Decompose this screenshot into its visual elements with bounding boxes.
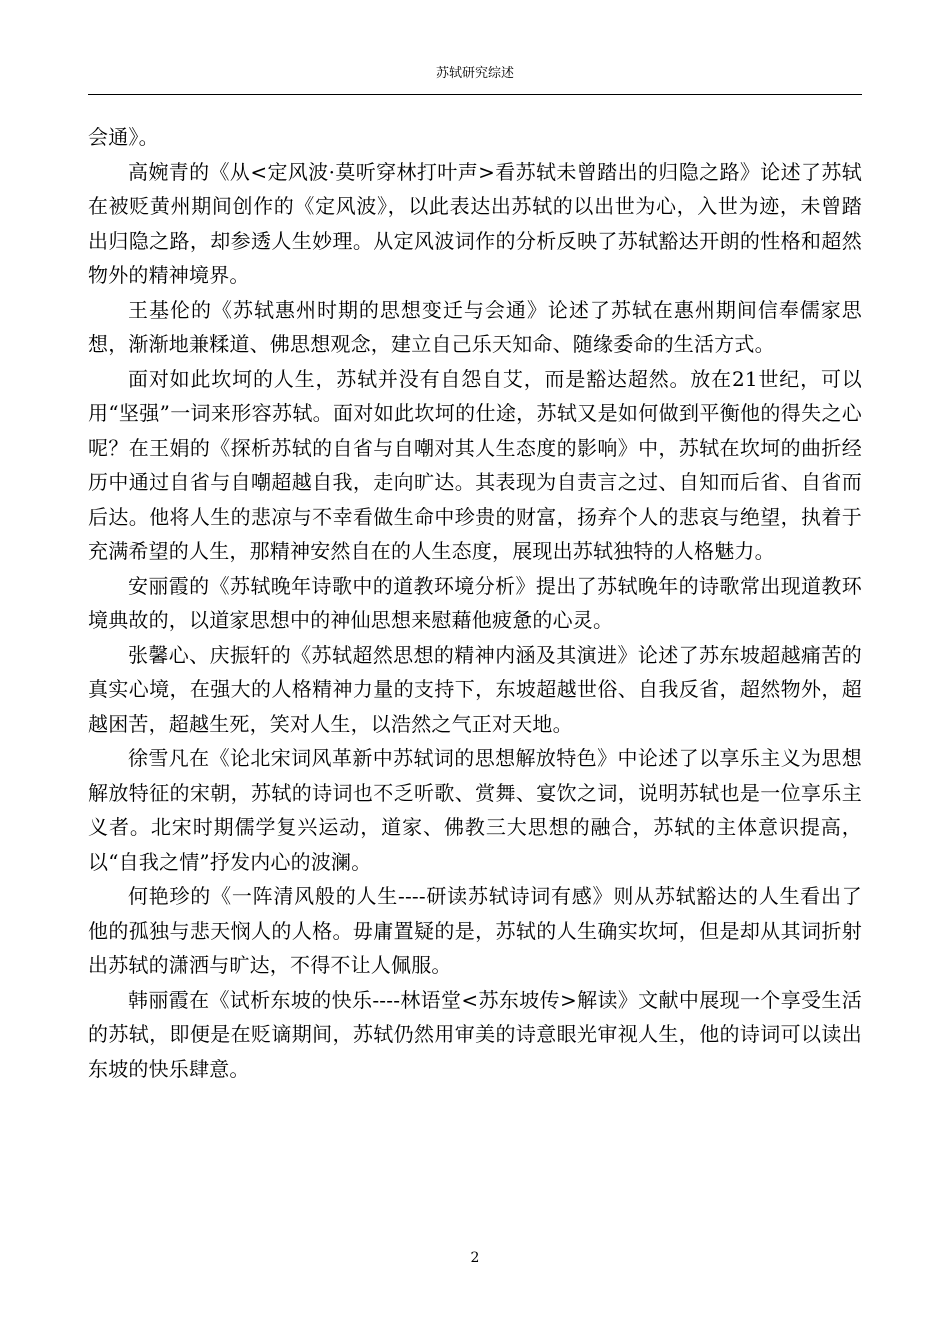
paragraph-he-yanzhen: 何艳珍的《一阵清风般的人生----研读苏轼诗词有感》则从苏轼豁达的人生看出了他的孤独与悲天悯人的人格。毋庸置疑的是，苏轼的人生确实坎坷，但是却从其词折射出苏轼的潇洒与旷达，不得不让人佩服。 — [88, 884, 862, 977]
header-divider — [88, 94, 862, 95]
paragraph-continuation: 会通》。 — [88, 125, 159, 149]
paragraph-wang-jilun: 王基伦的《苏轼惠州时期的思想变迁与会通》论述了苏轼在惠州期间信奉儒家思想，渐渐地兼糅道、佛思想观念，建立自己乐天知命、随缘委命的生活方式。 — [88, 297, 862, 356]
paragraph-zhang-xinxin: 张馨心、庆振轩的《苏轼超然思想的精神内涵及其演进》论述了苏东坡超越痛苦的真实心境，在强大的人格精神力量的支持下，东坡超越世俗、自我反省，超然物外，超越困苦，超越生死，笑对人生，以浩然之气正对天地。 — [88, 642, 862, 736]
paragraph-an-lixia: 安丽霞的《苏轼晚年诗歌中的道教环境分析》提出了苏轼晚年的诗歌常出现道教环境典故的，以道家思想中的神仙思想来慰藉他疲惫的心灵。 — [88, 573, 862, 632]
document-body — [88, 120, 862, 1086]
paragraph-wang-juan: 面对如此坎坷的人生，苏轼并没有自怨自艾，而是豁达超然。放在21世纪，可以用“坚强”一词来形容苏轼。面对如此坎坷的仕途，苏轼又是如何做到平衡他的得失之心呢？在王娟的《探析苏轼的自省与自嘲对其人生态度的影响》中，苏轼在坎坷的曲折经历中通过自省与自嘲超越自我，走向旷达。其表现为自责言之过、自知而后省、自省而后达。他将人生的悲凉与不幸看做生命中珍贵的财富，扬弃个人的悲哀与绝望，执着于充满希望的人生，那精神安然自在的人生态度，展现出苏轼独特的人格魅力。 — [88, 366, 862, 563]
running-header: 苏轼研究综述 — [435, 66, 514, 81]
paragraph-xu-xuefan: 徐雪凡在《论北宋词风革新中苏轼词的思想解放特色》中论述了以享乐主义为思想解放特征的宋朝，苏轼的诗词也不乏听歌、赏舞、宴饮之词，说明苏轼也是一位享乐主义者。北宋时期儒学复兴运动，道家、佛教三大思想的融合，苏轼的主体意识提高，以“自我之情”抒发内心的波澜。 — [88, 746, 862, 874]
paragraph-gao-wanqing: 高婉青的《从<定风波·莫听穿林打叶声>看苏轼未曾踏出的归隐之路》论述了苏轼在被贬黄州期间创作的《定风波》，以此表达出苏轼的以出世为心，入世为迹，未曾踏出归隐之路，却参透人生妙理。从定风波词作的分析反映了苏轼豁达开朗的性格和超然物外的精神境界。 — [88, 159, 862, 287]
page-number: 2 — [470, 1250, 480, 1266]
paragraph-han-lixia: 韩丽霞在《试析东坡的快乐----林语堂<苏东坡传>解读》文献中展现一个享受生活的苏轼，即便是在贬谪期间，苏轼仍然用审美的诗意眼光审视人生，他的诗词可以读出东坡的快乐肆意。 — [88, 987, 862, 1081]
